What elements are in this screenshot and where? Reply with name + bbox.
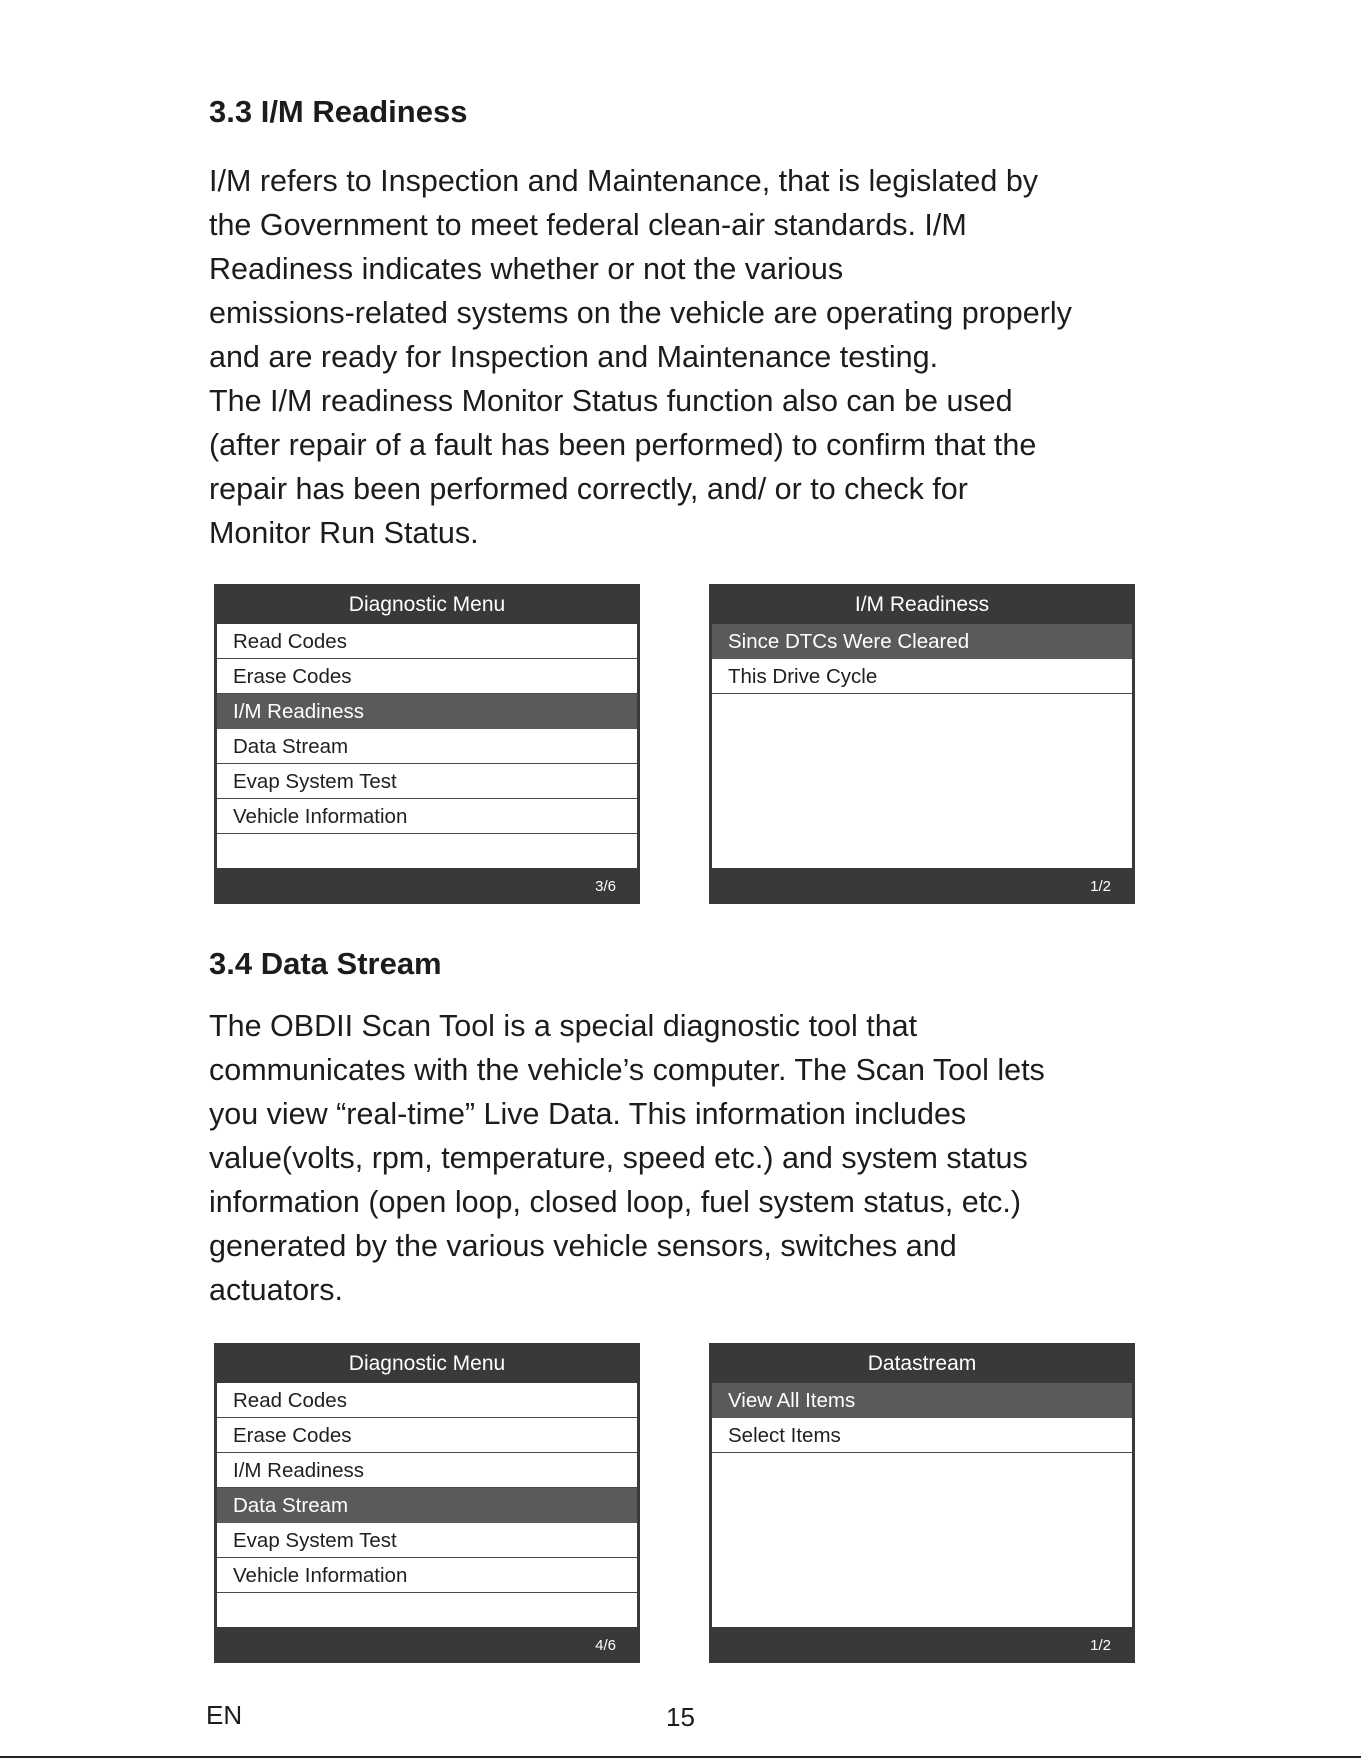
paragraph-line: value(volts, rpm, temperature, speed etc.) and system status [209,1141,1028,1175]
paragraph-line: information (open loop, closed loop, fuel system status, etc.) [209,1185,1022,1219]
screen-title: Datastream [867,1352,977,1375]
screen-title: Diagnostic Menu [348,1352,506,1375]
menu-item-im-readiness[interactable]: I/M Readiness [217,1453,637,1488]
screen-title: I/M Readiness [854,593,990,616]
paragraph-line: The I/M readiness Monitor Status function also can be used [209,384,1013,418]
menu-item-since-dtcs-cleared[interactable]: Since DTCs Were Cleared [712,624,1132,659]
paragraph-line: actuators. [209,1273,343,1307]
menu-item-data-stream[interactable]: Data Stream [217,1488,637,1523]
menu-item-read-codes[interactable]: Read Codes [217,1383,637,1418]
diagnostic-menu-screen [214,1343,640,1663]
menu-list [712,1383,1132,1627]
menu-item-read-codes[interactable]: Read Codes [217,624,637,659]
paragraph-line: (after repair of a fault has been performed) to confirm that the [209,428,1037,462]
paragraph-line: I/M refers to Inspection and Maintenance, that is legislated by [209,164,1039,198]
paragraph-line: The OBDII Scan Tool is a special diagnostic tool that [209,1009,918,1043]
im-readiness-screen [709,584,1135,904]
section-heading-data-stream: 3.4 Data Stream [209,946,442,981]
paragraph-line: communicates with the vehicle’s computer. The Scan Tool lets [209,1053,1045,1087]
diagnostic-menu-screen [214,584,640,904]
menu-item-this-drive-cycle[interactable]: This Drive Cycle [712,659,1132,694]
menu-list [217,1383,637,1627]
menu-item-view-all-items[interactable]: View All Items [712,1383,1132,1418]
menu-list [712,624,1132,868]
menu-item-erase-codes[interactable]: Erase Codes [217,1418,637,1453]
page-indicator: 1/2 [1090,878,1111,895]
paragraph-line: the Government to meet federal clean-air standards. I/M [209,208,967,242]
screen-title: Diagnostic Menu [348,593,506,616]
paragraph-line: you view “real-time” Live Data. This information includes [209,1097,967,1131]
data-stream-paragraph [209,1004,1209,1312]
menu-item-vehicle-information[interactable]: Vehicle Information [217,799,637,834]
language-label: EN [206,1700,243,1730]
menu-item-evap-system-test[interactable]: Evap System Test [217,764,637,799]
menu-item-data-stream[interactable]: Data Stream [217,729,637,764]
paragraph-line: repair has been performed correctly, and/ or to check for [209,472,968,506]
menu-item-im-readiness[interactable]: I/M Readiness [217,694,637,729]
paragraph-line: emissions-related systems on the vehicle are operating properly [209,296,1072,330]
menu-item-vehicle-information[interactable]: Vehicle Information [217,1558,637,1593]
menu-item-evap-system-test[interactable]: Evap System Test [217,1523,637,1558]
im-readiness-paragraph [209,159,1209,555]
datastream-screen [709,1343,1135,1663]
page-indicator: 1/2 [1090,1637,1111,1654]
page-number: 15 [666,1702,695,1732]
menu-item-erase-codes[interactable]: Erase Codes [217,659,637,694]
paragraph-line: and are ready for Inspection and Maintenance testing. [209,340,939,374]
menu-list [217,624,637,868]
paragraph-line: generated by the various vehicle sensors, switches and [209,1229,957,1263]
section-heading-im-readiness: 3.3 I/M Readiness [209,94,468,129]
page-indicator: 3/6 [595,878,616,895]
paragraph-line: Readiness indicates whether or not the various [209,252,844,286]
menu-item-select-items[interactable]: Select Items [712,1418,1132,1453]
paragraph-line: Monitor Run Status. [209,516,479,550]
bottom-divider [0,1756,1361,1758]
page-indicator: 4/6 [595,1637,616,1654]
